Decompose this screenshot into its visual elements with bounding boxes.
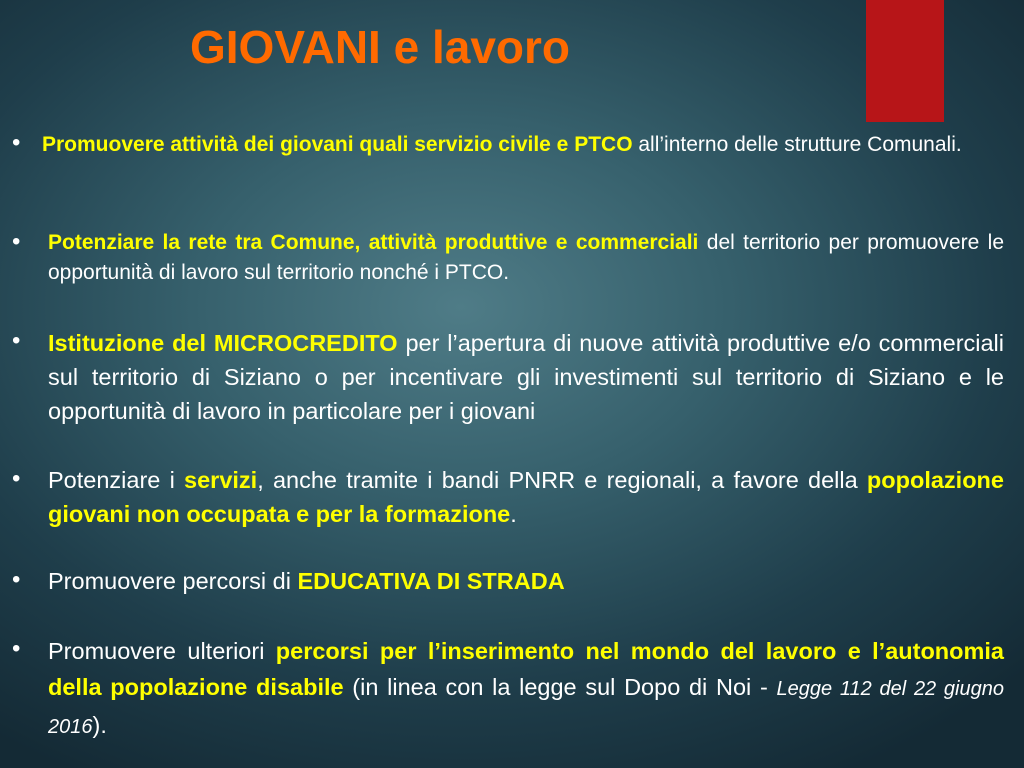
bullet-text-part: ). xyxy=(92,712,107,738)
bullet-text-part: percorsi per l’inserimento nel mondo del lavoro e l’autonomia della popolazione disabile xyxy=(48,638,1004,700)
bullet-text-part: del territorio per promuovere le opportunità di lavoro sul territorio nonché i PTCO. xyxy=(48,231,1005,284)
bullet-text-part: all’interno delle strutture Comunali. xyxy=(632,133,962,156)
bullet-text-part: Potenziare i xyxy=(48,467,185,493)
bullet-text-part: EDUCATIVA DI STRADA xyxy=(297,568,565,594)
bullet-dot: • xyxy=(12,566,21,593)
bullet-dot: • xyxy=(12,465,21,492)
bullet-text-part: per l’apertura di nuove attività produttive e/o commerciali sul territorio di Siziano o per incentivare gli investimenti sul territorio di Siziano e le opportunità di lavoro in particolare per i giovani xyxy=(48,330,1004,424)
bullet-text-part: . xyxy=(510,501,517,527)
bullet-dot: • xyxy=(12,635,21,662)
bullet-text xyxy=(48,633,1004,745)
bullet-text-part: popolazione giovani non occupata e per la formazione xyxy=(48,467,1004,527)
bullet-text-part: Promuovere ulteriori xyxy=(48,638,276,664)
bullet-text-part: Istituzione del MICROCREDITO xyxy=(48,330,398,356)
bullet-dot: • xyxy=(12,129,21,156)
bullet-text xyxy=(48,326,1004,428)
bullet-text xyxy=(48,228,1004,288)
bullet-text xyxy=(48,564,1004,598)
bullet-text xyxy=(42,130,1004,160)
bullet-text-part: Promuovere attività dei giovani quali servizio civile e PTCO xyxy=(42,133,633,156)
bullet-text-part: servizi xyxy=(184,467,258,493)
bullet-text-part: Legge 112 del 22 giugno 2016 xyxy=(48,678,1004,738)
bullet-text xyxy=(48,463,1004,531)
bullet-text-part: Potenziare la rete tra Comune, attività produttive e commerciali xyxy=(48,231,699,254)
bullet-dot: • xyxy=(12,327,21,354)
bullet-text-part: Promuovere percorsi di xyxy=(48,568,298,594)
bullet-text-part: , anche tramite i bandi PNRR e regionali, a favore della xyxy=(257,467,867,493)
bullet-dot: • xyxy=(12,228,21,255)
bullet-text-part: (in linea con la legge sul Dopo di Noi - xyxy=(343,674,777,700)
slide-title: GIOVANI e lavoro xyxy=(190,21,571,73)
